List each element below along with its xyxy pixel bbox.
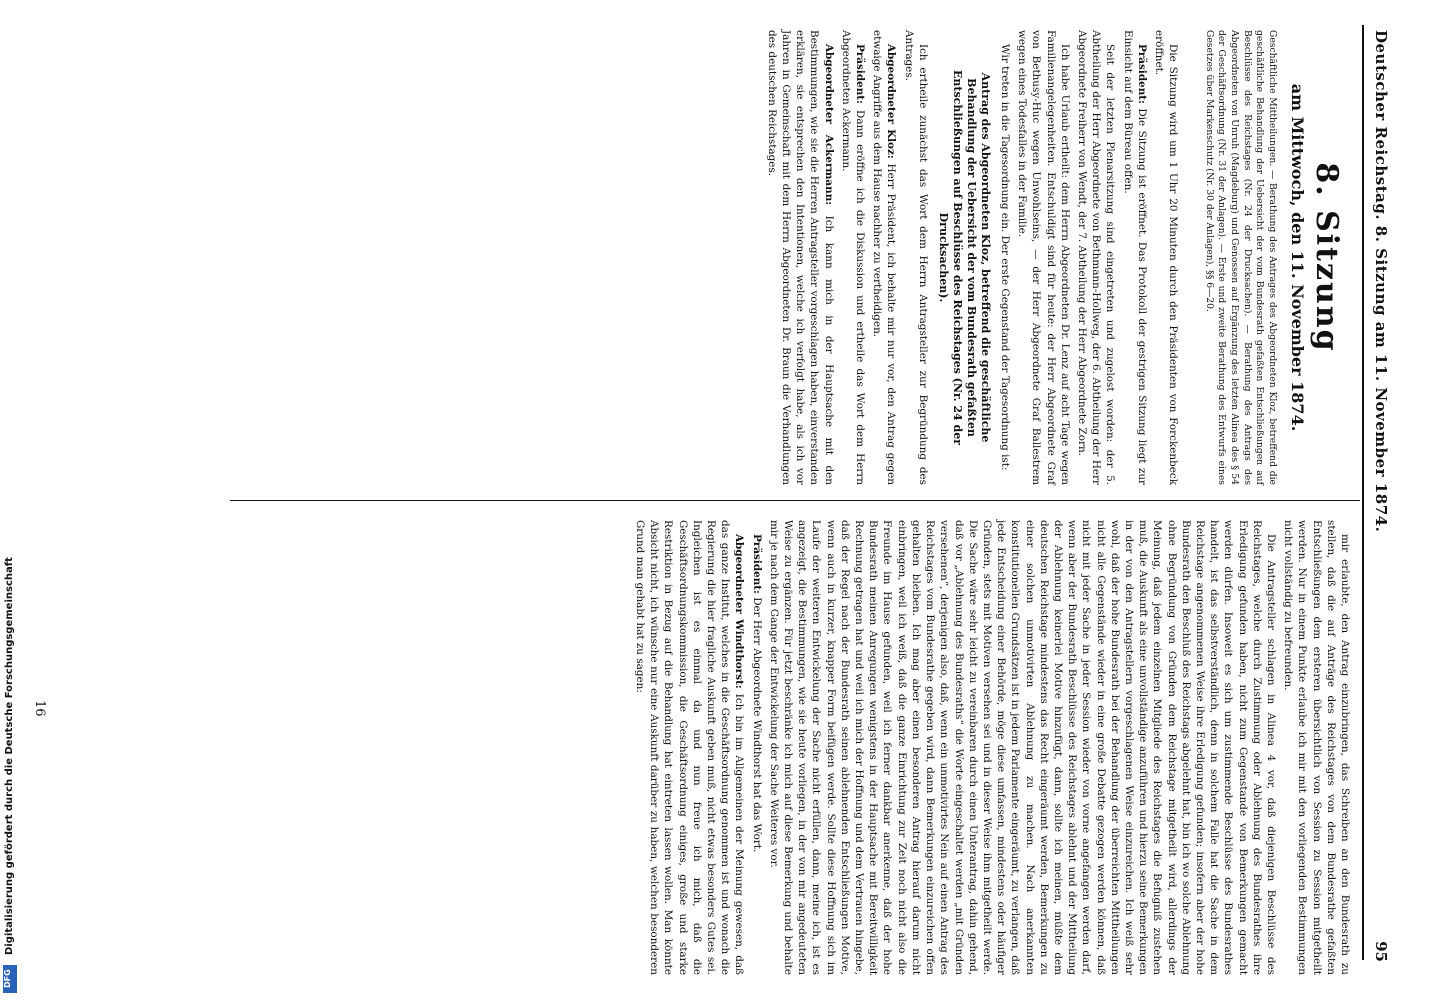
paragraph: Ich habe Urlaub ertheilt: dem Herrn Abgeordneten Dr. Lenz auf acht Tage wegen Familienangelegenheiten. Entschuldigt sind für heute: der Herr Abgeordnete Graf von Bethusy-Huc wegen Unwohlseins, — der Herr Abgeordnete Graf Ballestrem wegen eines Todesfalles in der Familie. <box>1016 30 1071 485</box>
paragraph <box>765 30 836 485</box>
speaker-label: Abgeordneter Ackermann: <box>822 44 835 206</box>
speaker-label: Abgeordneter Windthorst: <box>733 534 746 689</box>
speaker-label: Präsident: <box>853 44 866 104</box>
speaker-label: Präsident: <box>1135 44 1148 104</box>
right-column <box>630 520 1352 975</box>
header-rule <box>1362 25 1364 960</box>
paragraph <box>870 30 898 485</box>
paragraph: mir erlaubte, den Antrag einzubringen, das Schreiben an den Bundesrath zu stellen, daß die auf Anträge des Reichstages von dem Bundesrathe gefaßten Entschließungen dem ersteren übersichtlich von Session zu Session mitgetheilt werden. Nur in einem Punkte erlaube ich mir mit den vorliegenden Bestimmungen nicht vollständig zu befreunden. <box>1282 520 1351 975</box>
sitting-title: 8. Sitzung <box>1309 162 1344 353</box>
paragraph <box>749 520 763 975</box>
left-column <box>762 30 1352 485</box>
paragraph: Wir treten in die Tagesordnung ein. Der erste Gegenstand der Tagesordnung ist: <box>999 44 1011 471</box>
speech-text: Dann eröffne ich die Diskussion und ertheile das Wort dem Herrn Abgeordneten Ackermann. <box>839 30 866 485</box>
digitization-text: Digitalisierung gefördert durch die Deutsche Forschungsgemeinschaft <box>4 557 15 955</box>
paragraph <box>839 30 867 485</box>
speaker-label: Präsident: <box>750 534 763 594</box>
speech-text: Die Sitzung ist eröffnet. Das Protokoll der gestrigen Sitzung liegt zur Einsicht auf dem Büreau offen. <box>1121 30 1148 485</box>
paragraph: Die Sitzung wird um 1 Uhr 20 Minuten durch den Präsidenten von Forckenbeck eröffnet. <box>1153 30 1180 485</box>
paragraph: Ich ertheile zunächst das Wort dem Herrn Antragsteller zur Begründung des Antrages. <box>902 30 929 485</box>
folio-number: 16 <box>32 700 47 717</box>
speech-text: Ich kann mich in der Hauptsache mit den Bestimmungen, wie sie die Herren Antragsteller vorgeschlagen haben, einverstanden erklären, sie entsprechen den Intentionen, welche ich verfolgt habe, als ich vor Jahren in Gemeinschaft mit dem Herrn Abgeordneten Dr. Braun die Verhandlungen des deutschen Reichstages. <box>765 30 835 485</box>
digitization-notice <box>2 0 18 1000</box>
paragraph <box>633 520 747 975</box>
speaker-label: Abgeordneter Kloz: <box>885 44 898 159</box>
paragraph: Seit der letzten Plenarsitzung sind eingetreten und zugelost worden: der 5. Abtheilung der Herr Abgeordnete von Bethmann-Hollweg, der 6. Abtheilung der Herr Abgeordnete Freiherr von Wendt, der 7. Abtheilung der Herr Abgeordnete Zorn. <box>1076 30 1117 485</box>
running-header: Deutscher Reichstag. 8. Sitzung am 11. November 1874. <box>1372 30 1390 533</box>
sitting-date: am Mittwoch, den 11. November 1874. <box>1288 83 1307 432</box>
dfg-logo-icon: DFG <box>3 965 17 993</box>
speech-text: Ich bin im Allgemeinen der Meinung gewesen, daß das ganze Institut, welches in die Geschäftsordnung genommen ist und wonach die Regierung die hier fragliche Auskunft geben muß, nicht etwas besonders Gutes sei. Ingleichen ist es einmal da und nun freue ich mich, daß die Geschäftsordnungskommission, die Geschäftsordnung einiges, große und starke Restriktion in Bezug auf die Behandlung hat eintreten lassen wollen. Man könnte Absicht nicht, ich wünsche nur eine Auskunft darüber zu haben, welchen besonderen Grund man gehabt hat zu sagen: <box>634 520 746 975</box>
sitting-agenda: Geschäftliche Mittheilungen. — Berathung des Antrages des Abgeordneten Kloz, betreffend die geschäftliche Behandlung der Uebersicht der vom Bundesrath gefaßten Entschließungen auf Beschlüsse des Reichstages (Nr. 24 der Drucksachen). — Berathung des Antrags des Abgeordneten von Unruh (Magdeburg) und Genossen auf Ergänzung des letzten Alinea des § 54 der Geschäftsordnung (Nr. 31 der Anlagen). — Erste und zweite Berathung des Entwurfs eines Gesetzes über Markenschutz (Nr. 30 der Anlagen), §§ 6—20. <box>1203 30 1278 485</box>
speech-text: Der Herr Abgeordnete Windthorst hat das Wort. <box>750 597 763 853</box>
paragraph: Die Antragsteller schlagen in Alinea 4 vor, daß diejenigen Beschlüsse des Reichstages, welche durch Zustimmung oder Ablehnung des Bundesrathes ihre Erledigung gefunden haben, nicht zum Gegenstande von Bemerkungen gemacht werden dürfen. Insoweit es sich um zustimmende Beschlüsse des Bundesrathes handelt, ist das selbstverständlich, denn in solchem Falle hat die Sache in dem Reichstage angenommenen Weise ihre Erledigung gefunden; insofern aber der hohe Bundesrath den Beschluß des Reichstags abgelehnt hat, bin ich wo solche Ablehnung ohne Begründung von Gründen dem Reichstage mitgetheilt wird, allerdings der Meinung, daß jedem einzelnen Mitgliede des Reichstages die Befugniß zustehen muß, die Auskunft als eine unvollständige anzuführen und hierzu seine Bemerkungen in der von den Antragstellern vorgeschlagenen Weise einzureichen. Ich weiß sehr wohl, daß der hohe Bundesrath bei der Behandlung der überreichten Mittheilungen nicht alle Gegenstände wieder in eine große Debatte gezogen werden können, daß nicht mit jeder Sache in jeder Session wieder von vorne angefangen werden darf, wenn aber der Bundesrath Beschlüsse des Reichstages ablehnt und der Mittheilung der Ablehnung keinerlei Motive hinzufügt, dann, sollte ich meinen, müßte dem deutschen Reichstage mindestens das Recht eingeräumt werden, Bemerkungen zu einer solchen unmotivirten Ablehnung zu machen. Nach anerkannten konstitutionellen Grundsätzen ist in jedem Parlamente eingeräumt, zu verlangen, daß jede Entscheidung einer Behörde, möge diese umfassen, mindestens oder häufiger Gründen, stets mit Motiven versehen sei und in dieser Weise ihm mitgetheilt werde. Die Sache wäre sehr leicht zu vereinbaren durch einen Unterantrag, dahin gehend, daß vor „Ablehnung des Bundesraths“ die Worte eingeschaltet werden „mit Gründen versehenen“, derjenigen also, daß, wenn ein unmotivirtes Nein auf einen Antrag des Reichstages vom Bundesrathe gegeben wird, dann Bemerkungen einzureichen offen gehalten bleiben. Ich mag aber einen besonderen Antrag hierauf darum nicht einbringen, weil ich weiß, daß die ganze Einrichtung zur Zeit noch nicht also die Freunde im Hause gefunden, weil ich ferner dankbar anerkenne, daß der hohe Bundesrath meinen Anregungen wenigstens in der Hauptsache mit Bereitwilligkeit Rechnung getragen hat und weil ich mich der Hoffnung und dem Vertrauen hingebe, daß der Regel nach der Bundesrath seinen ablehnenden Entschließungen Motive, wenn auch in kurzer, knapper Form beifügen werde. Sollte diese Hoffnung sich im Laufe der weiteren Entwickelung der Sache nicht erfüllen, dann, meine ich, ist es angezeigt, die Bestimmungen, wie sie heute vorliegen, in der von mir angedeuteten Weise zu ergänzen. Für jetzt beschränke ich mich auf diese Bemerkung und behalte mir je nach dem Gange der Entwickelung der Sache Weiteres vor. <box>767 520 1277 975</box>
page-number: 95 <box>1372 941 1390 962</box>
speech-text: Herr Präsident, ich behalte mir nur vor, den Antrag gegen etwaige Angriffe aus dem Hause nachher zu vertheidigen. <box>871 30 898 486</box>
paragraph <box>1120 30 1148 485</box>
motion-title: Antrag des Abgeordneten Kloz, betreffend die geschäftliche Behandlung der Uebersicht der vom Bundesrath gefaßten Entschließungen auf Beschlüsse des Reichstages (Nr. 24 der Drucksachen). <box>936 69 992 445</box>
column-divider <box>230 500 1360 501</box>
